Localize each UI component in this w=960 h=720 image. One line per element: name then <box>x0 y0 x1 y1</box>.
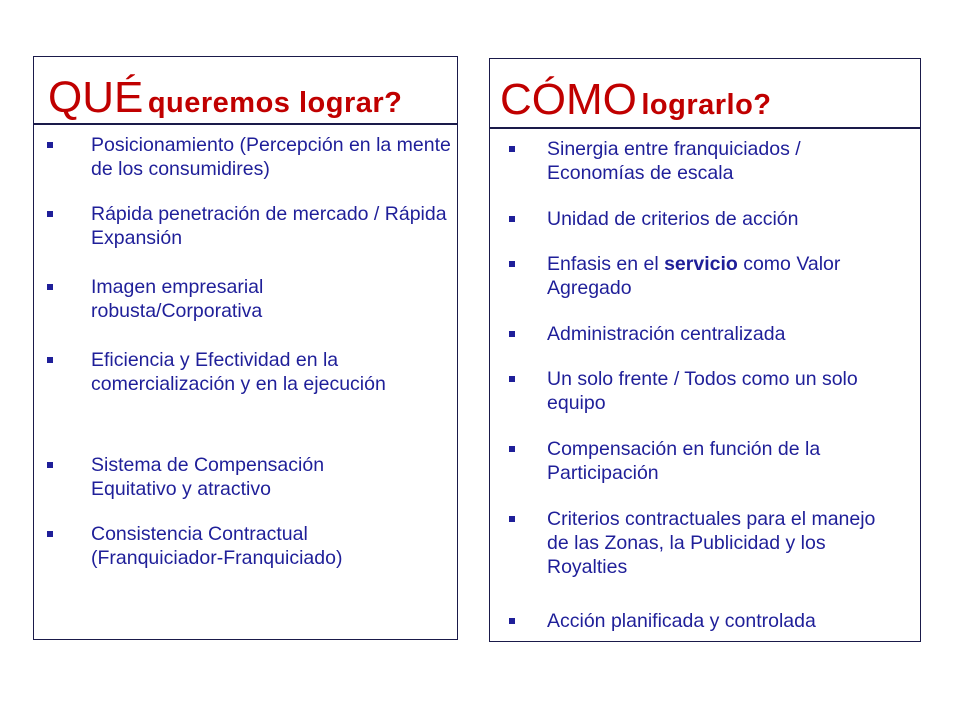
bullet-icon <box>47 211 53 217</box>
right-item <box>547 322 907 346</box>
left-item <box>91 453 391 501</box>
left-item <box>91 522 411 570</box>
bullet-icon <box>509 618 515 624</box>
right-item <box>547 252 867 300</box>
right-item-text: Compensación en función de la Participación <box>547 438 821 484</box>
left-item-text: Sistema de Compensación Equitativo y atractivo <box>91 454 325 500</box>
bullet-icon <box>509 446 515 452</box>
bullet-icon <box>509 376 515 382</box>
bullet-icon <box>509 146 515 152</box>
right-item-text: Criterios contractuales para el manejo de las Zonas, la Publicidad y los Royalties <box>547 508 876 578</box>
right-item <box>547 207 907 231</box>
left-item-text: Posicionamiento (Percepción en la mente de los consumidires) <box>91 134 451 180</box>
right-item-text: Sinergia entre franquiciados / Economías de escala <box>547 138 801 184</box>
bullet-icon <box>47 284 53 290</box>
left-list-box <box>33 124 458 640</box>
right-item-text-emphasis: servicio <box>664 253 738 275</box>
left-item-text: Eficiencia y Efectividad en la comercialización y en la ejecución <box>91 349 386 395</box>
right-item-text-part: como Valor Agregado <box>547 253 841 299</box>
right-item <box>547 137 887 185</box>
right-item-text <box>547 253 840 299</box>
left-title-big: QUÉ <box>48 73 144 122</box>
right-item-text: Un solo frente / Todos como un solo equipo <box>547 368 858 414</box>
left-item-text: Rápida penetración de mercado / Rápida Expansión <box>91 203 447 249</box>
bullet-icon <box>47 142 53 148</box>
left-item <box>91 202 461 250</box>
left-item-text: Consistencia Contractual (Franquiciador-Franquiciado) <box>91 523 343 569</box>
bullet-icon <box>47 531 53 537</box>
right-item-text: Administración centralizada <box>547 323 786 345</box>
right-item <box>547 367 887 415</box>
left-item <box>91 348 411 396</box>
right-title-box <box>489 58 921 128</box>
left-item <box>91 275 361 323</box>
bullet-icon <box>509 216 515 222</box>
left-item-text: Imagen empresarial robusta/Corporativa <box>91 276 264 322</box>
bullet-icon <box>47 462 53 468</box>
bullet-icon <box>509 331 515 337</box>
right-item-text: Unidad de criterios de acción <box>547 208 799 230</box>
left-title-small: queremos lograr? <box>147 87 403 119</box>
bullet-icon <box>509 261 515 267</box>
right-item-text-part: Enfasis en el <box>547 253 665 275</box>
right-title-small: lograrlo? <box>641 89 772 121</box>
bullet-icon <box>47 357 53 363</box>
right-list-box <box>489 128 921 642</box>
right-title-big: CÓMO <box>500 75 637 124</box>
left-item <box>91 133 451 181</box>
left-title-box <box>33 56 458 124</box>
right-item <box>547 609 907 633</box>
right-item-text: Acción planificada y controlada <box>547 610 816 632</box>
right-item <box>547 507 897 579</box>
right-item <box>547 437 897 485</box>
bullet-icon <box>509 516 515 522</box>
